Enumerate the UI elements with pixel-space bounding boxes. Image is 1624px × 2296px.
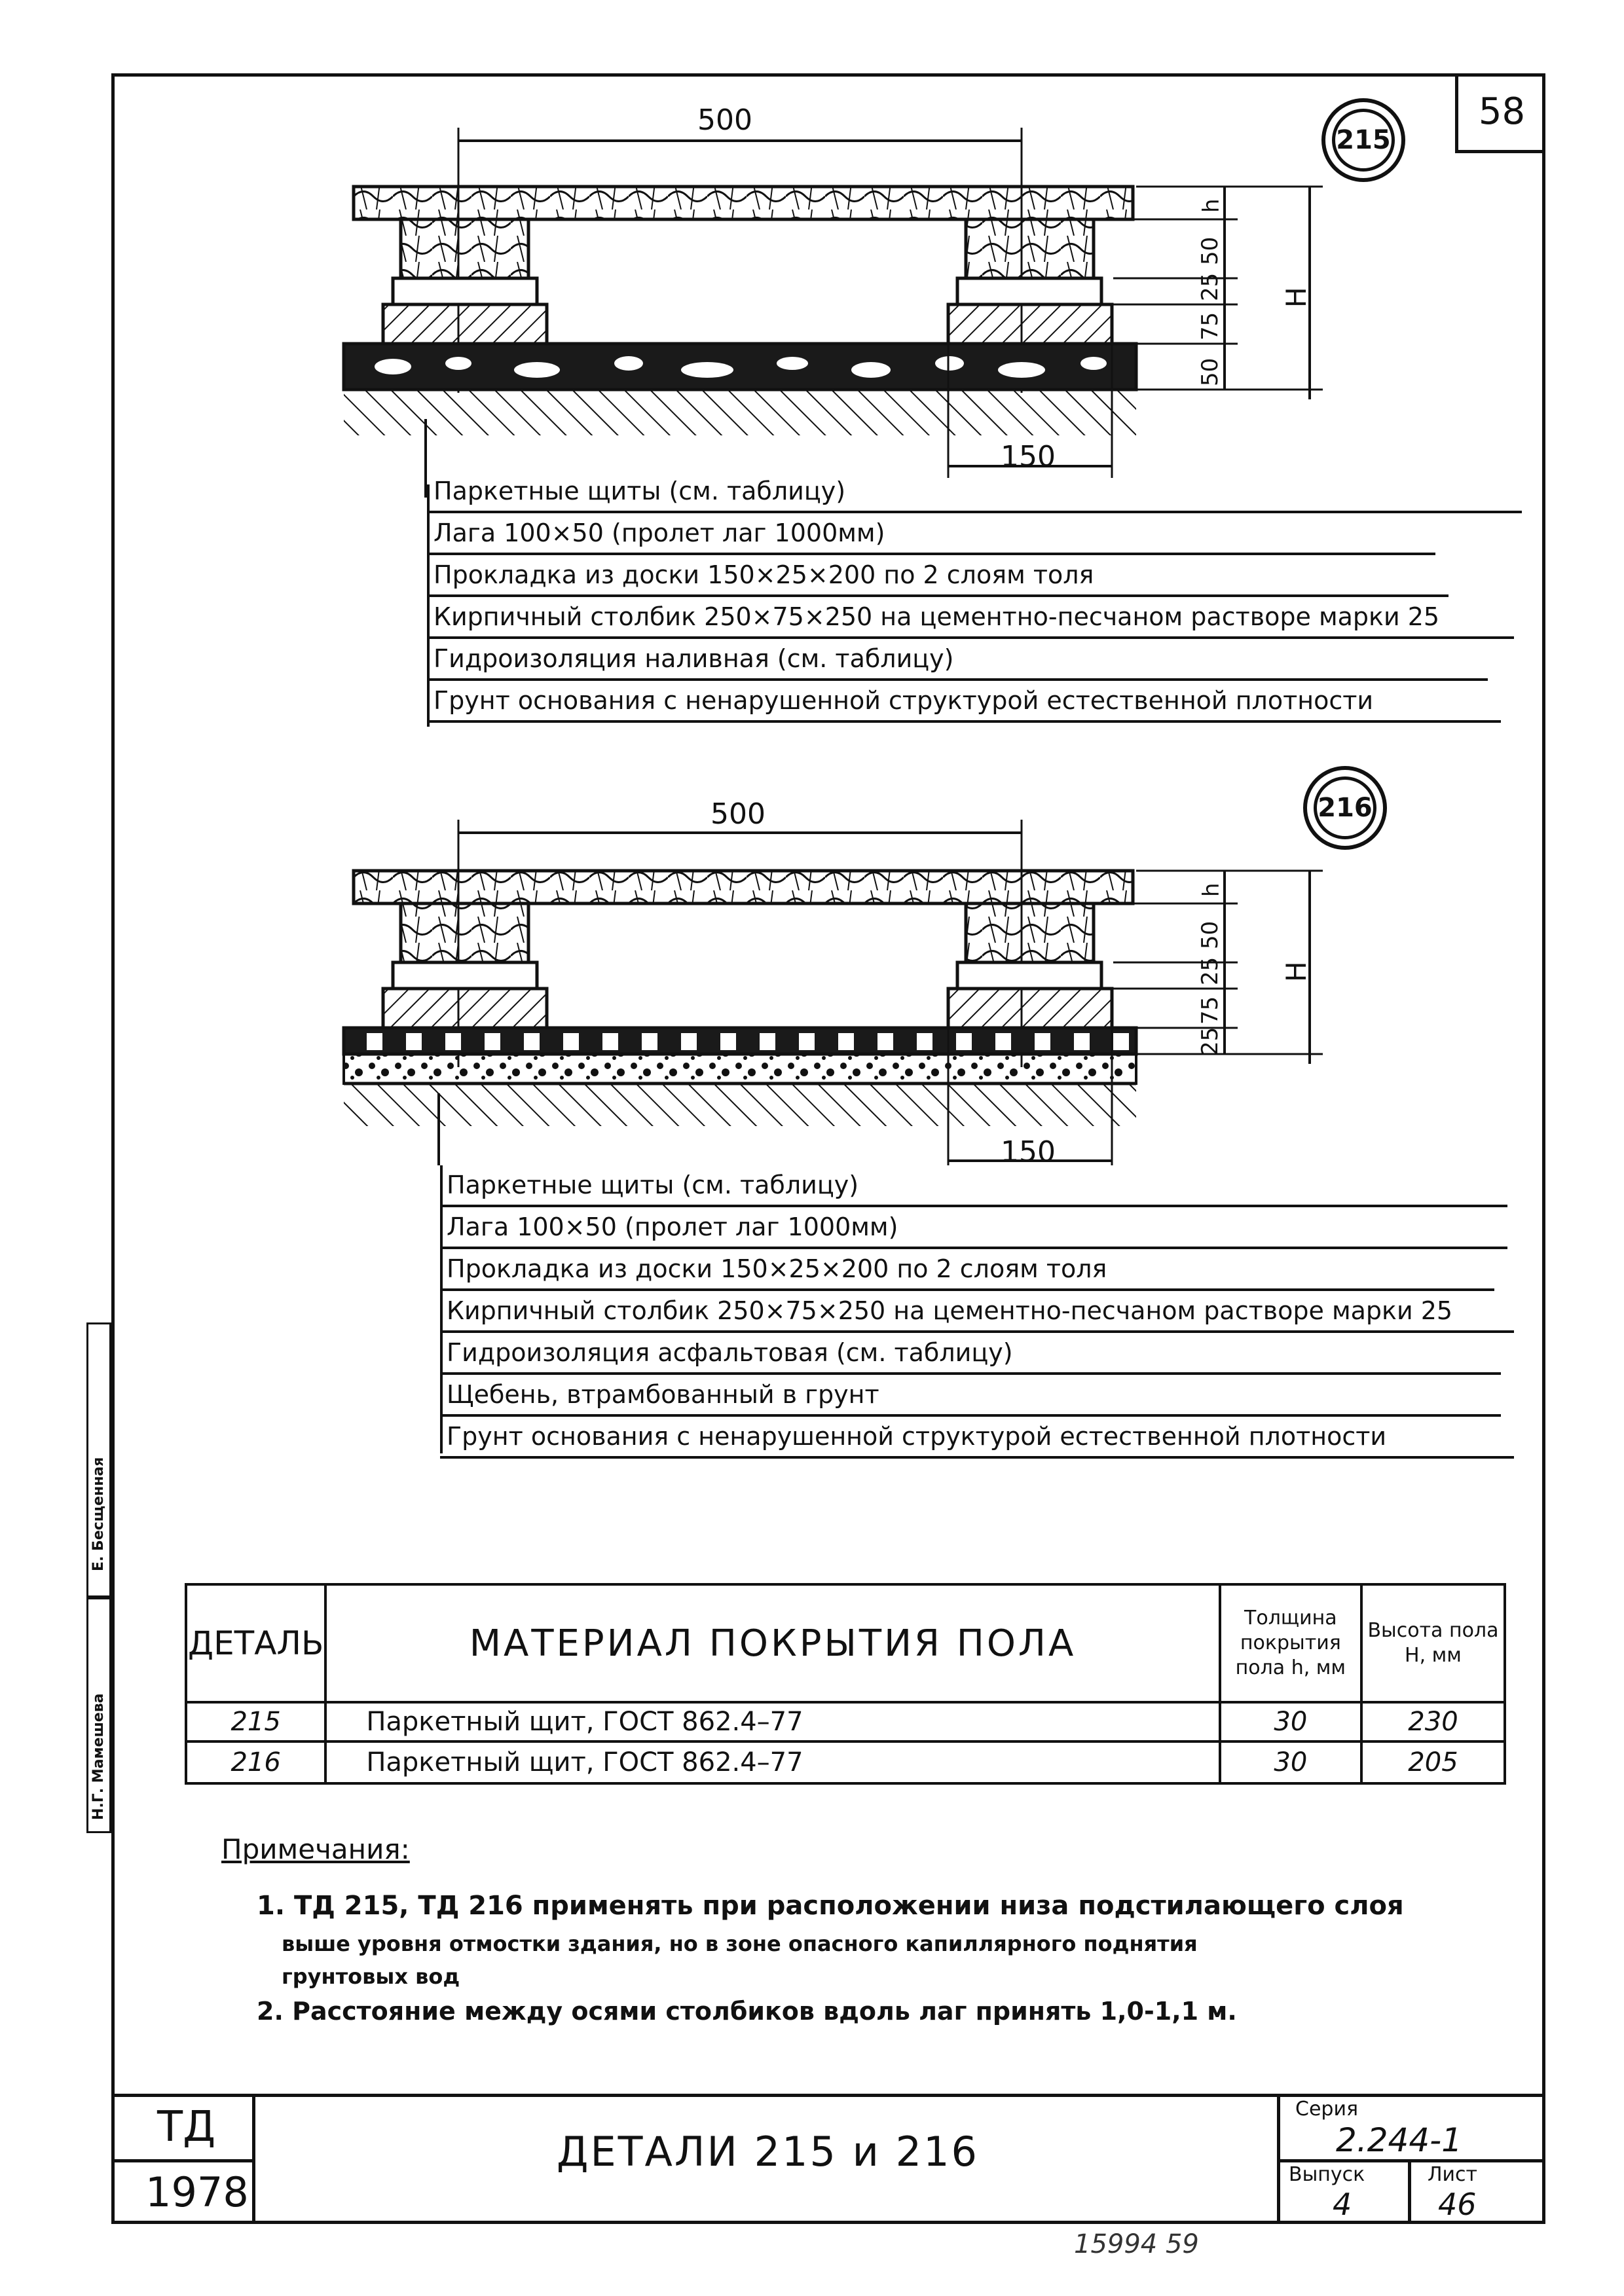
- title-block-series: 2.244-1: [1336, 2121, 1462, 2159]
- detail-215-span-dim: 500: [697, 103, 752, 137]
- title-block-title: ДЕТАЛИ 215 и 216: [557, 2128, 979, 2176]
- header-detail: ДЕТАЛЬ: [186, 1584, 325, 1702]
- cell-thickness: 30: [1220, 1741, 1361, 1783]
- detail-216-height-50: 50: [1197, 920, 1223, 949]
- detail-216-legend-item: Гидроизоляция асфальтовая (см. таблицу): [440, 1333, 1501, 1375]
- cell-material: Паркетный щит, ГОСТ 862.4–77: [325, 1741, 1219, 1783]
- detail-215-height-50b: 50: [1197, 357, 1223, 386]
- cell-height: 205: [1361, 1741, 1505, 1783]
- detail-215-height-25: 25: [1197, 272, 1223, 301]
- cell-material: Паркетный щит, ГОСТ 862.4–77: [325, 1702, 1219, 1741]
- title-block-sheet-label: Лист: [1428, 2163, 1478, 2186]
- detail-215-legend-item: Гидроизоляция наливная (см. таблицу): [427, 639, 1488, 681]
- detail-216-legend-item: Кирпичный столбик 250×75×250 на цементно-песчаном растворе марки 25: [440, 1291, 1514, 1333]
- notes-title: Примечания:: [221, 1833, 410, 1865]
- page-number: 58: [1455, 73, 1545, 153]
- title-block-series-label: Серия: [1295, 2098, 1358, 2121]
- detail-216-h-label: h: [1198, 883, 1225, 897]
- note-line: выше уровня отмостки здания, но в зоне опасного капиллярного поднятия: [282, 1931, 1198, 1956]
- detail-215-H-label: H: [1280, 287, 1312, 308]
- cell-height: 230: [1361, 1702, 1505, 1741]
- detail-215-h-label: h: [1198, 198, 1225, 213]
- title-block-issue: 4: [1333, 2187, 1352, 2222]
- header-thickness: Толщина покрытия пола h, мм: [1220, 1584, 1361, 1702]
- note-line: грунтовых вод: [282, 1964, 460, 1989]
- cell-thickness: 30: [1220, 1702, 1361, 1741]
- side-stamp-name-2: Н.Г. Мамешева: [90, 1693, 107, 1820]
- detail-215-height-50: 50: [1197, 236, 1223, 265]
- material-table: [185, 1583, 1506, 1785]
- detail-216-marker-label: 216: [1314, 776, 1376, 839]
- detail-215-marker-label: 215: [1332, 109, 1395, 172]
- detail-216-span-dim: 500: [710, 797, 766, 831]
- detail-215-legend-item: Грунт основания с ненарушенной структурой естественной плотности: [427, 681, 1501, 723]
- detail-215-pillar-dim: 150: [1001, 440, 1056, 473]
- detail-215-drawing: [0, 0, 1624, 498]
- table-row: [186, 1702, 1505, 1741]
- detail-215-legend-item: Паркетные щиты (см. таблицу): [427, 471, 1522, 513]
- title-block-year-divider: [111, 2159, 255, 2162]
- title-block-issue-divider: [1408, 2159, 1411, 2224]
- detail-216-legend-item: Щебень, втрамбованный в грунт: [440, 1375, 1501, 1417]
- detail-215-height-75: 75: [1197, 312, 1223, 340]
- detail-215-legend-item: Кирпичный столбик 250×75×250 на цементно-песчаном растворе марки 25: [427, 597, 1514, 639]
- title-block-sheet: 46: [1438, 2187, 1477, 2222]
- side-stamp-name-1: Е. Бесщенная: [90, 1457, 107, 1571]
- detail-216-legend-item: Прокладка из доски 150×25×200 по 2 слоям толя: [440, 1249, 1494, 1291]
- detail-216-legend-item: Грунт основания с ненарушенной структурой естественной плотности: [440, 1417, 1514, 1459]
- detail-216-H-label: H: [1280, 961, 1312, 982]
- detail-215-legend-item: Лага 100×50 (пролет лаг 1000мм): [427, 513, 1435, 555]
- note-line: 1. ТД 215, ТД 216 применять при расположении низа подстилающего слоя: [257, 1891, 1404, 1921]
- detail-216-drawing: [0, 786, 1624, 1165]
- title-block-year: 1978: [145, 2168, 249, 2216]
- detail-216-legend-item: Лага 100×50 (пролет лаг 1000мм): [440, 1207, 1507, 1249]
- table-header-row: [186, 1584, 1505, 1702]
- detail-216-pillar-dim: 150: [1001, 1135, 1056, 1169]
- detail-216-height-75: 75: [1197, 996, 1223, 1025]
- header-material: МАТЕРИАЛ ПОКРЫТИЯ ПОЛА: [325, 1584, 1219, 1702]
- detail-215-legend-item: Прокладка из доски 150×25×200 по 2 слоям толя: [427, 555, 1449, 597]
- header-height: Высота пола H, мм: [1361, 1584, 1505, 1702]
- cell-detail: 215: [186, 1702, 325, 1741]
- bottom-stamp: 15994 59: [1074, 2229, 1199, 2259]
- detail-216-height-25: 25: [1197, 957, 1223, 985]
- detail-216-legend-item: Паркетные щиты (см. таблицу): [440, 1165, 1507, 1207]
- table-row: [186, 1741, 1505, 1783]
- title-block-series-divider: [1277, 2159, 1545, 2162]
- note-line: 2. Расстояние между осями столбиков вдоль лаг принять 1,0-1,1 м.: [257, 1997, 1237, 2026]
- title-block-issue-label: Выпуск: [1289, 2163, 1365, 2186]
- detail-216-height-25b: 25: [1197, 1027, 1223, 1055]
- cell-detail: 216: [186, 1741, 325, 1783]
- title-block-org: ТД: [157, 2103, 216, 2151]
